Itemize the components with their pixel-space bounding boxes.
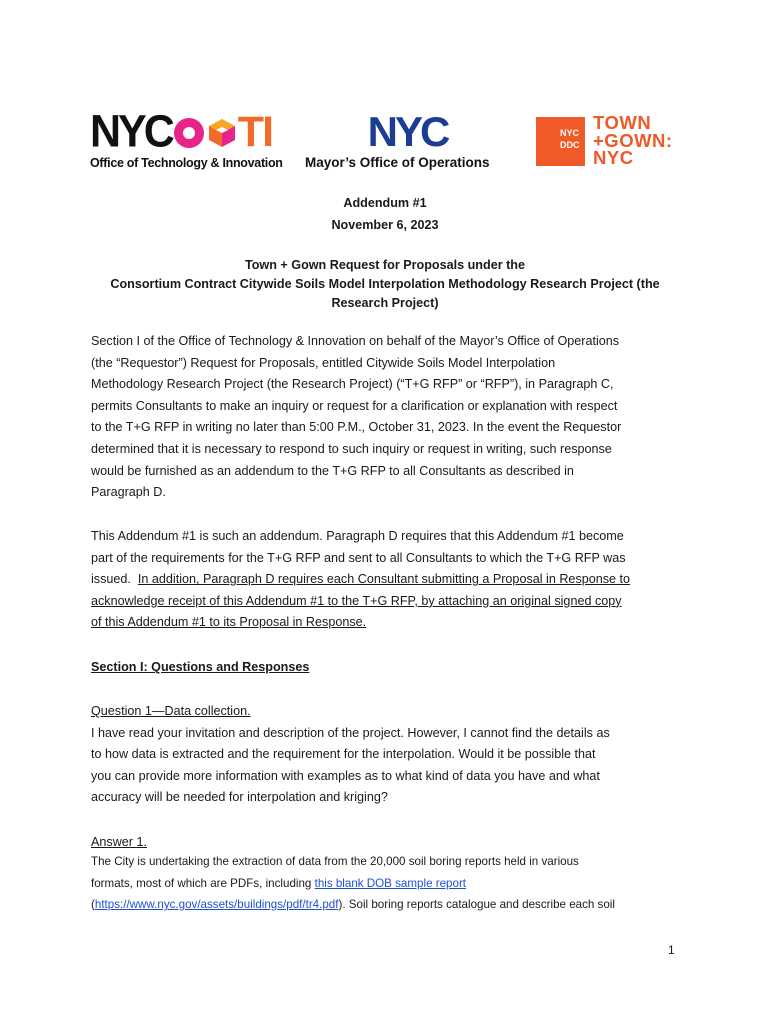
addendum-line: part of the requirements for the T+G RFP and sent to all Consultants to which the T+G RFP was [91,550,626,565]
intro-line: determined that it is necessary to respond to such inquiry or request in writing, such response [91,441,612,456]
answer-paren-open: ( [91,898,95,911]
question-line: you can provide more information with examples as to what kind of data you have and what [91,768,600,783]
answer-line [91,894,691,916]
page-number: 1 [668,943,675,957]
ops-logo-nyc: NYC [367,108,448,155]
addendum-line-underlined: In addition, Paragraph D requires each Consultant submitting a Proposal in Response to [137,572,631,587]
answer-heading: Answer 1. [91,835,147,849]
intro-line: (the “Requestor”) Request for Proposals, entitled Citywide Soils Model Interpolation [91,355,556,370]
addendum-date: November 6, 2023 [331,218,439,232]
ops-logo-subtitle: Mayor’s Office of Operations [305,155,490,170]
ops-logo [305,108,505,172]
ddc-box-text-2: DDC [560,140,580,150]
dob-sample-report-link[interactable]: this blank DOB sample report [314,876,467,890]
title-line-2: Consortium Contract Citywide Soils Model Interpolation Methodology Research Project (the [110,277,660,291]
oti-cube-icon [208,118,236,148]
addendum-line-underlined: acknowledge receipt of this Addendum #1 to the T+G RFP, by attaching an original signed copy [91,593,622,608]
question-line: to how data is extracted and the requirement for the interpolation. Would it be possible that [91,747,596,762]
tr4-pdf-link[interactable]: https://www.nyc.gov/assets/buildings/pdf/tr4.pdf [94,898,339,911]
question-heading: Question 1—Data collection. [91,704,251,718]
addendum-number: Addendum #1 [343,196,427,210]
intro-line: to the T+G RFP in writing no later than 5:00 P.M., October 31, 2023. In the event the Requestor [91,420,622,435]
oti-logo [90,106,290,172]
addendum-line [91,569,691,591]
intro-line: Section I of the Office of Technology & Innovation on behalf of the Mayor’s Office of Operations [91,334,620,348]
question-line: accuracy will be needed for interpolation and kriging? [91,790,388,805]
oti-logo-subtitle: Office of Technology & Innovation [90,156,283,170]
addendum-line: This Addendum #1 is such an addendum. Paragraph D requires that this Addendum #1 become [91,529,624,543]
town-gown-logo [536,114,686,170]
intro-paragraph [91,331,691,504]
addendum-line-underlined: of this Addendum #1 to its Proposal in Response. [91,615,367,630]
section-heading-text: Section I: Questions and Responses [91,660,310,674]
section-heading [91,657,691,679]
intro-line: Methodology Research Project (the Research Project) (“T+G RFP” or “RFP”), in Paragraph C, [91,377,614,392]
intro-line: Paragraph D. [91,485,166,500]
answer-line: The City is undertaking the extraction of data from the 20,000 soil boring reports held in various [91,855,579,868]
addendum-line-plain: issued. [91,572,138,587]
title-line-1: Town + Gown Request for Proposals under the [244,258,525,272]
ddc-logo-box [536,117,585,166]
oti-logo-nyc: NYC [90,106,172,158]
intro-line: would be furnished as an addendum to the T+G RFP to all Consultants as described in [91,463,574,478]
addendum-paragraph [91,526,691,634]
answer-1-body [91,851,691,916]
oti-logo-circle [174,118,204,148]
answer-line-rest: ). Soil boring reports catalogue and describe each soil [338,898,615,911]
question-line: I have read your invitation and description of the project. However, I cannot find the details as [91,725,610,740]
answer-line-plain: formats, most of which are PDFs, including [91,876,315,890]
answer-line [91,873,691,895]
oti-logo-ti: TI [237,108,273,156]
town-gown-text: TOWN +GOWN: NYC [593,112,673,168]
intro-line: permits Consultants to make an inquiry or request for a clarification or explanation with respect [91,398,618,413]
ddc-box-text-1: NYC [560,128,580,138]
question-1 [91,701,691,809]
title-line-3: Research Project) [331,296,439,310]
